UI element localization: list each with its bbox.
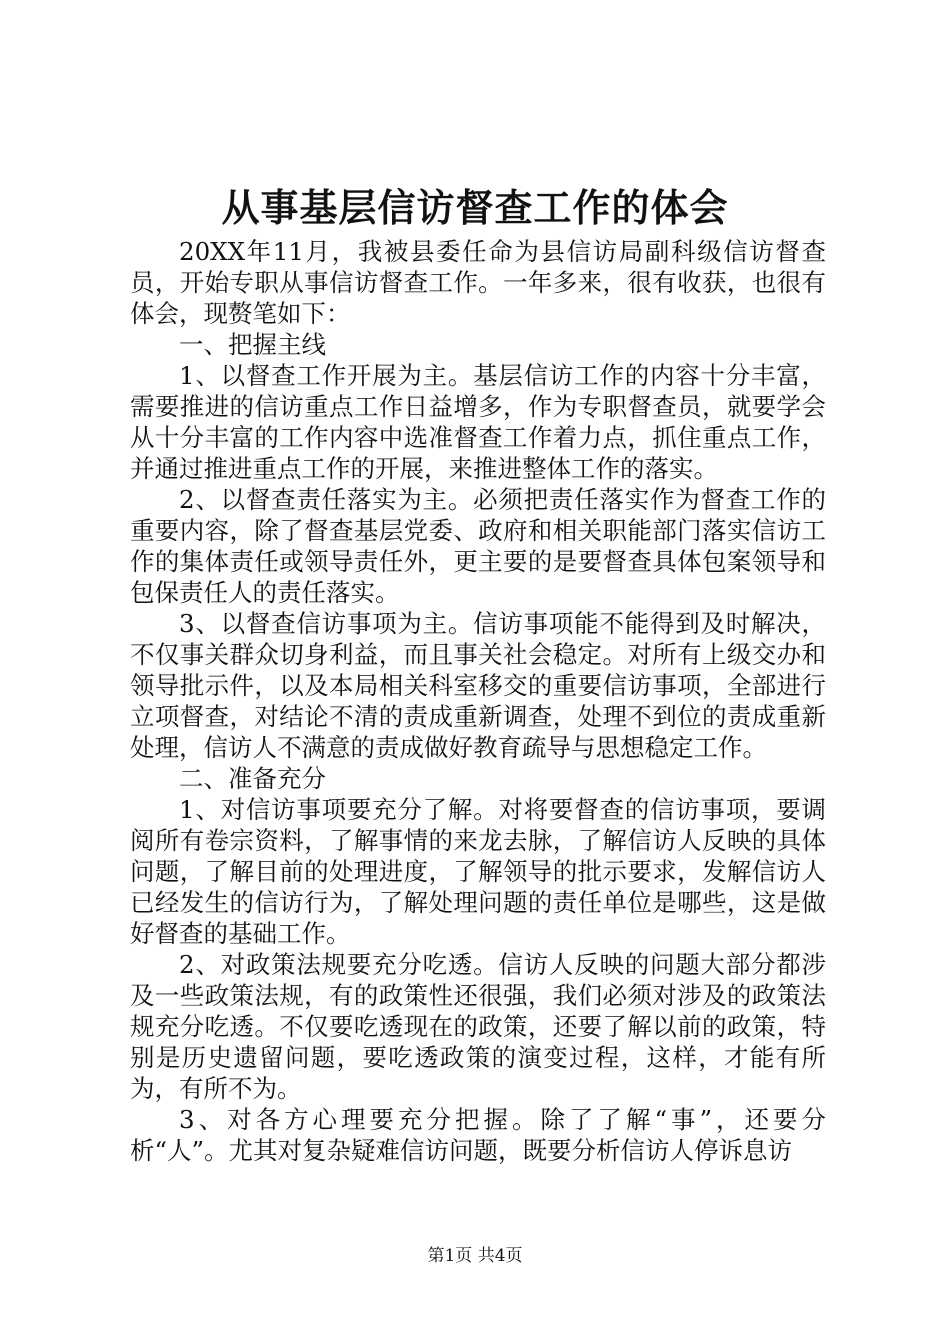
document-body <box>130 236 826 1166</box>
paragraph-1-3: 3、以督查信访事项为主。信访事项能不能得到及时解决，不仅事关群众切身利益，而且事关社会稳定。对所有上级交办和领导批示件，以及本局相关科室移交的重要信访事项，全部进行立项督查，对结论不清的责成重新调查，处理不到位的责成重新处理，信访人不满意的责成做好教育疏导与思想稳定工作。 <box>130 609 826 762</box>
section-heading-1: 一、把握主线 <box>179 330 326 359</box>
paragraph-1-2: 2、以督查责任落实为主。必须把责任落实作为督查工作的重要内容，除了督查基层党委、政府和相关职能部门落实信访工作的集体责任或领导责任外，更主要的是要督查具体包案领导和包保责任人的责任落实。 <box>130 485 826 607</box>
paragraph-intro: 20XX年11月，我被县委任命为县信访局副科级信访督查员，开始专职从事信访督查工作。一年多来，很有收获，也很有体会，现赘笔如下： <box>130 237 826 328</box>
paragraph-1-1: 1、以督查工作开展为主。基层信访工作的内容十分丰富，需要推进的信访重点工作日益增多，作为专职督查员，就要学会从十分丰富的工作内容中选准督查工作着力点，抓住重点工作，并通过推进重点工作的开展，来推进整体工作的落实。 <box>130 361 826 483</box>
paragraph-2-2: 2、对政策法规要充分吃透。信访人反映的问题大部分都涉及一些政策法规，有的政策性还很强，我们必须对涉及的政策法规充分吃透。不仅要吃透现在的政策，还要了解以前的政策，特别是历史遗留问题，要吃透政策的演变过程，这样，才能有所为，有所不为。 <box>130 950 826 1103</box>
paragraph-2-3: 3、对各方心理要充分把握。除了了解“事”，还要分析“人”。尤其对复杂疑难信访问题，既要分析信访人停诉息访 <box>130 1105 826 1165</box>
page-footer: 第1页 共4页 <box>427 1246 523 1266</box>
paragraph-2-1: 1、对信访事项要充分了解。对将要督查的信访事项，要调阅所有卷宗资料，了解事情的来龙去脉，了解信访人反映的具体问题，了解目前的处理进度，了解领导的批示要求，发解信访人已经发生的信访行为，了解处理问题的责任单位是哪些，这是做好督查的基础工作。 <box>130 795 826 948</box>
document-title: 从事基层信访督查工作的体会 <box>221 185 729 230</box>
section-heading-2: 二、准备充分 <box>179 764 326 793</box>
